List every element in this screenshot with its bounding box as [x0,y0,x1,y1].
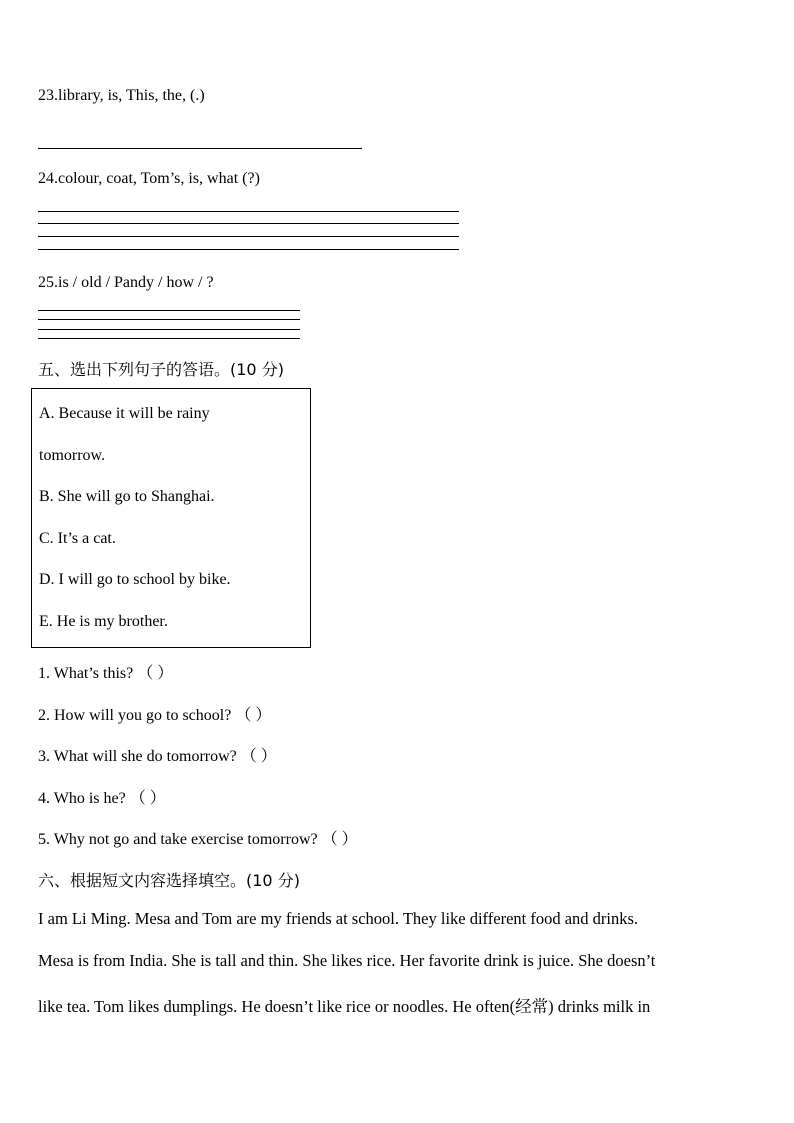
answer-line-23[interactable] [38,148,362,149]
section-5-heading: 五、选出下列句子的答语。(10 分) [38,360,284,379]
answer-line-25 [38,338,300,339]
option-c: C. It’s a cat. [39,530,116,547]
question-25: 25.is / old / Pandy / how / ? [38,274,214,291]
answer-line-25[interactable] [38,310,300,311]
answer-blank[interactable]: （ ） [240,748,277,765]
option-b: B. She will go to Shanghai. [39,488,215,505]
option-d: D. I will go to school by bike. [39,571,231,588]
option-e: E. He is my brother. [39,613,168,630]
answer-line-24 [38,223,459,224]
answer-line-25 [38,329,300,330]
answer-line-25 [38,319,300,320]
passage-line-2: Mesa is from India. She is tall and thin. She likes rice. Her favorite drink is juice. She doesn’t [38,951,656,970]
match-question-1 [38,660,173,683]
match-question-text: 2. How will you go to school? [38,707,232,724]
section-6-heading: 六、根据短文内容选择填空。(10 分) [38,871,300,890]
question-24: 24.colour, coat, Tom’s, is, what (?) [38,170,260,187]
answer-blank[interactable]: （ ） [235,707,272,724]
match-question-text: 4. Who is he? [38,790,126,807]
answer-blank[interactable]: （ ） [129,790,166,807]
match-question-text: 5. Why not go and take exercise tomorrow? [38,831,318,848]
option-a: A. Because it will be rainy [39,405,210,422]
match-question-text: 3. What will she do tomorrow? [38,748,237,765]
answer-blank[interactable]: （ ） [137,665,174,682]
answer-line-24 [38,249,459,250]
match-question-2 [38,702,271,725]
match-question-text: 1. What’s this? [38,665,134,682]
match-question-4 [38,785,166,808]
match-question-3 [38,743,277,766]
match-question-5 [38,826,358,849]
passage-line-1: I am Li Ming. Mesa and Tom are my friends at school. They like different food and drinks. [38,909,639,928]
answer-line-24 [38,236,459,237]
answer-blank[interactable]: （ ） [321,831,358,848]
options-box [31,388,311,648]
passage-line-3: like tea. Tom likes dumplings. He doesn’t like rice or noodles. He often(经常) drinks milk in [38,997,651,1016]
option-a-continued: tomorrow. [39,447,106,464]
answer-line-24[interactable] [38,211,459,212]
question-23: 23.library, is, This, the, (.) [38,87,205,104]
